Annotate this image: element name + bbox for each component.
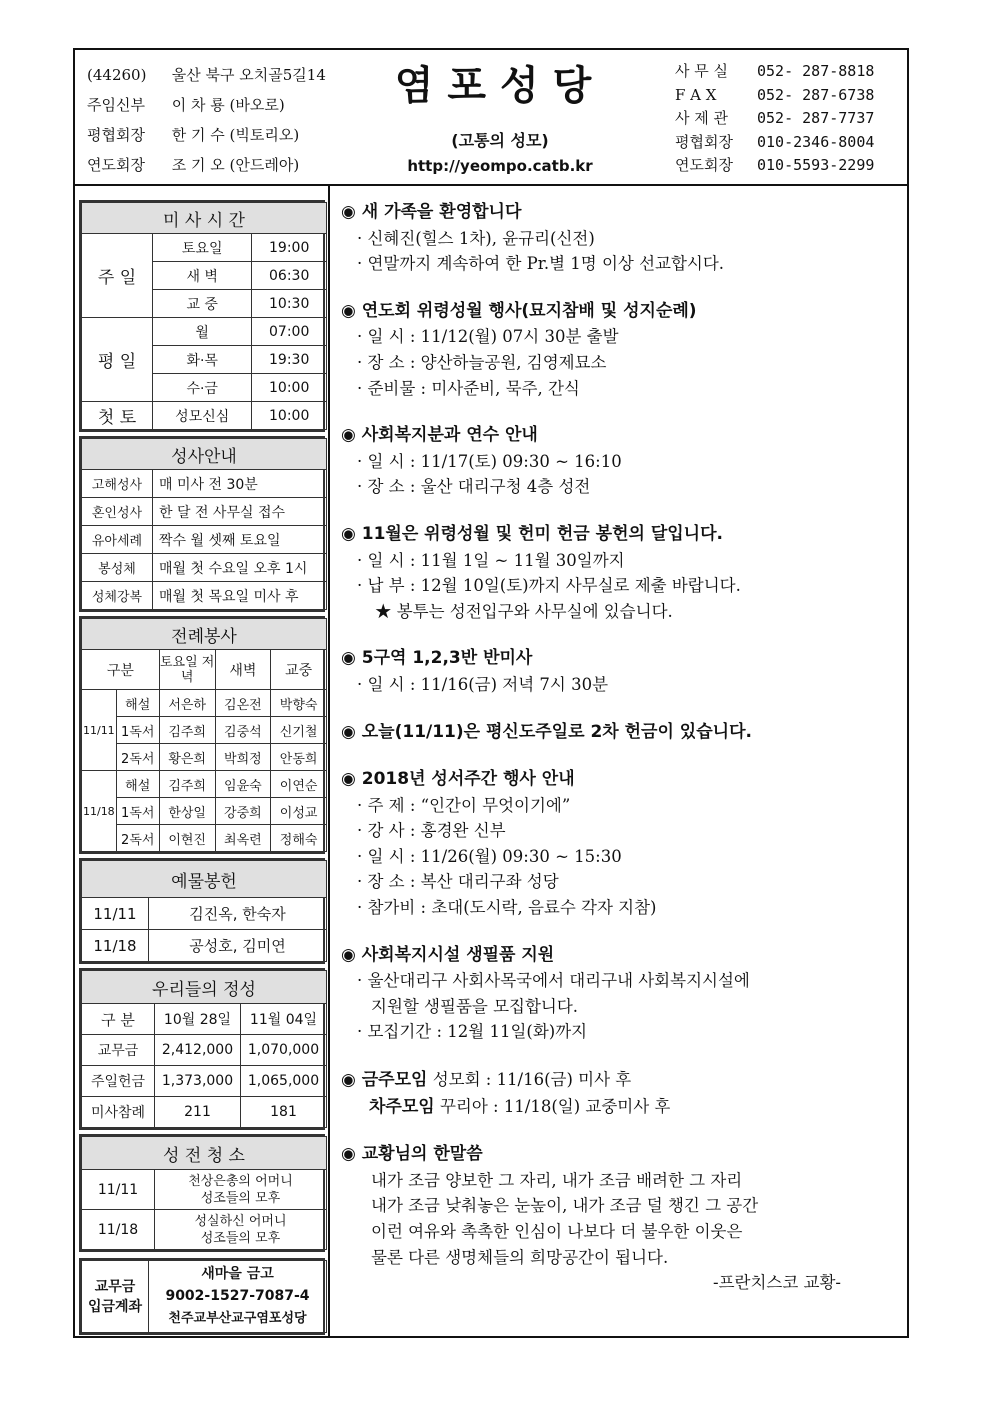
account-info: 교무금 입금계좌 새마을 금고 9002-1527-7087-4 천주교부산교구염포성당	[79, 1258, 325, 1335]
contact-fax: F A X 052- 287-6738	[675, 85, 875, 104]
page-subtitle: (고통의 성모)	[451, 131, 549, 150]
contact-rectory: 사 제 관 052- 287-7737	[675, 109, 875, 127]
contact-council: 평협회장 010-2346-8004	[675, 132, 875, 151]
header	[75, 50, 907, 186]
news-item: ◉ 2018년 성서주간 행사 안내 · 주 제 : “인간이 무엇이기에” · 강 사 : 홍경완 신부 · 일 시 : 11/26(월) 09:30 ~ 15:30 · 장 소 : 복산 대리구좌 성당 · 참가비 : 초대(도시락, 음료수 각자 지참)	[341, 769, 657, 918]
council-line: 평협회장 한 기 수 (빅토리오)	[87, 126, 300, 144]
section-title: 우리들의 정성	[82, 971, 327, 1004]
yeondo-line: 연도회장 조 기 오 (안드레아)	[87, 156, 300, 174]
news-item: ◉ 5구역 1,2,3반 반미사 · 일 시 : 11/16(금) 저녁 7시 30분	[341, 648, 609, 694]
section-title: 미 사 시 간	[82, 203, 327, 234]
news-item: ◉ 오늘(11/11)은 평신도주일로 2차 헌금이 있습니다.	[341, 721, 752, 742]
bulletin-frame	[73, 48, 909, 1338]
pastor-line: 주임신부 이 차 룡 (바오로)	[87, 96, 285, 114]
mass-times: 미 사 시 간 주 일 토요일 19:00 새 벽 06:30 교 중 10:30 평 일 월 07:00 화·목 19:30 수·금 10:00 첫 토 성모신심 10:00	[79, 200, 325, 432]
column-divider	[328, 184, 330, 1338]
contact-office: 사 무 실 052- 287-8818	[675, 62, 875, 80]
contacts	[675, 60, 874, 178]
quote-signature: -프란치스코 교황-	[713, 1273, 841, 1293]
sidebar	[79, 200, 325, 1339]
news-column	[341, 200, 901, 1318]
news-item: ◉ 연도회 위령성월 행사(묘지참배 및 성지순례) · 일 시 : 11/12(월) 07시 30분 출발 · 장 소 : 양산하늘공원, 김영제묘소 · 준비물 : 미사준비, 묵주, 간식	[341, 300, 697, 398]
page-title: 염포성당	[394, 63, 606, 109]
meetings: ◉ 금주모임 성모회 : 11/16(금) 미사 후 차주모임 꾸리아 : 11/18(일) 교중미사 후	[341, 1070, 671, 1117]
header-title-block	[375, 58, 625, 175]
sacraments: 성사안내 고해성사 매 미사 전 30분 혼인성사 한 달 전 사무실 접수 유아세례 짝수 월 셋째 토요일 봉성체 매월 첫 수요일 오후 1시 성체강복 매월 첫 목요일 미사 후	[79, 436, 325, 612]
section-title: 성 전 청 소	[82, 1137, 327, 1170]
website-link[interactable]: http://yeompo.catb.kr	[407, 157, 593, 175]
finance: 우리들의 정성 구 분 10월 28일 11월 04일 교무금 2,412,000 1,070,000 주일헌금 1,373,000 1,065,000 미사참례 211 181	[79, 968, 325, 1130]
address-line: (44260) 울산 북구 오치골5길14	[87, 66, 326, 84]
section-title: 예물봉헌	[82, 861, 327, 898]
mass-first-sat-label: 첫 토	[82, 402, 153, 430]
news-item: ◉ 사회복지시설 생필품 지원 · 울산대리구 사회사목국에서 대리구내 사회복지시설에 지원할 생필품을 모집합니다. · 모집기간 : 12월 11일(화)까지	[341, 944, 750, 1042]
section-title: 전례봉사	[82, 619, 327, 650]
pope-quote: ◉ 교황님의 한말씀 내가 조금 양보한 그 자리, 내가 조금 배려한 그 자리 내가 조금 낮춰놓은 눈높이, 내가 조금 덜 챙긴 그 공간 이런 여유와 촉촉한 인심이 나보다 더 불우한 이웃은 물론 다른 생명체들의 희망공간이 됩니다. -프란치스코 교황-	[341, 1142, 901, 1296]
news-item: ◉ 사회복지분과 연수 안내 · 일 시 : 11/17(토) 09:30 ~ 16:10 · 장 소 : 울산 대리구청 4층 성전	[341, 425, 622, 497]
offering: 예물봉헌 11/11 김진옥, 한숙자 11/18 공성호, 김미연	[79, 858, 325, 964]
cleaning: 성 전 청 소 11/11 천상은총의 어머니 성조들의 모후 11/18 성실하신 어머니 성조들의 모후	[79, 1134, 325, 1252]
liturgy-service: 전례봉사 구분 토요일 저녁 새벽 교중 11/11 해설 서은하 김온전 박향숙 1독서 김주희 김중석 신기철 2독서 황은희 박희정 안동희 11/18 해설 김주희 임윤숙 이연순 1독서 한상일 강중희 이성교 2독서 이현진 최옥련 정해숙	[79, 616, 325, 854]
header-info	[87, 60, 326, 180]
contact-yeondo: 연도회장 010-5593-2299	[675, 156, 875, 174]
mass-weekday-label: 평 일	[82, 318, 153, 402]
news-item: ◉ 11월은 위령성월 및 헌미 헌금 봉헌의 달입니다. · 일 시 : 11월 1일 ~ 11월 30일까지 · 납 부 : 12월 10일(토)까지 사무실로 제출 바랍니다. ★ 봉투는 성전입구와 사무실에 있습니다.	[341, 523, 741, 621]
mass-sunday-label: 주 일	[82, 234, 153, 318]
section-title: 성사안내	[82, 439, 327, 470]
news-item: ◉ 새 가족을 환영합니다 · 신혜진(힐스 1차), 윤규리(신전) · 연말까지 계속하여 한 Pr.별 1명 이상 선교합시다.	[341, 202, 725, 274]
